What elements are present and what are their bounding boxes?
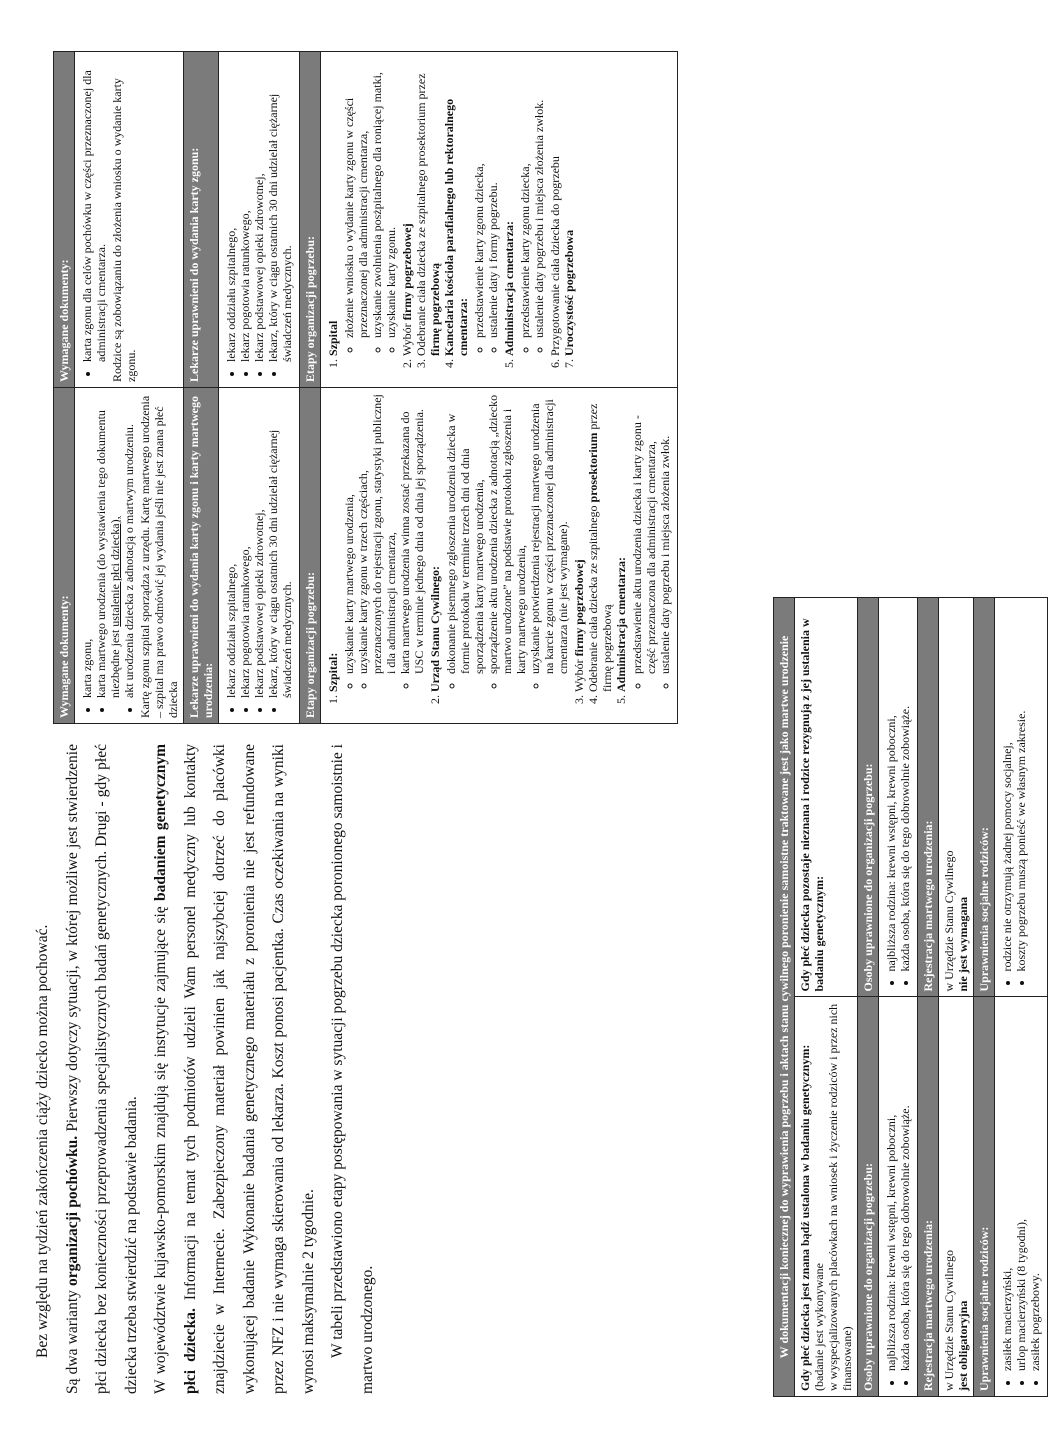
documents-cell: • karta zgonu, • karta martwego urodzenia (do wystawienia tego dokumentu niezbędne jest ustalenie płci dziecka), • akt urodzenia dziecka z adnotacją o martwym urodzeniu. Kartę zgonu szpital sporządza z urzędu. Kartę martwego urodzenia – szpital ma prawo odmówić jej wydania jeśli nie jest znana płeć dziecka [75,388,184,724]
unknown-sex-header: Gdy płeć dziecka pozostaje nieznana i rodzice rezygnują z jej ustalenia w badaniu genetycznym: [795,598,858,998]
section-header: Wymagane dokumenty: [54,52,75,388]
section-header: Lekarze uprawnieni do wydania karty zgonu i karty martwego urodzenia: [184,388,219,724]
list-cell: • zasiłek macierzyński, • urlop macierzyński (8 tygodni), • zasiłek pogrzebowy. [995,997,1048,1397]
paragraph-1: Bez względu na tydzień zakończenia ciąży dziecko można pochować. [34,924,51,1358]
paragraph-2: Są dwa warianty organizacji pochówku. Pierwszy dotyczy sytuacji, w której możliwe jest stwierdzenie płci dziecka bez konieczności przeprowadzenia specjalistycznych badań genetycznych. Drugi - gdy płeć dziecka trzeba stwierdzić na podstawie badania. [63,744,140,1394]
list-cell: • lekarz oddziału szpitalnego, • lekarz pogotowia ratunkowego, • lekarz podstawowej opieki zdrowotnej, • lekarz, który w ciągu ostatnich 30 dni udzielał ciężarnej świadczeń medycznych. [219,52,300,388]
section-header: Rejestracja martwego urodzenia: [918,598,939,998]
section-header: Lekarze uprawnieni do wydania karty zgonu: [184,52,219,388]
section-header: Wymagane dokumenty: [54,388,75,724]
section-header: Etapy organizacji pogrzebu: [300,52,321,388]
steps-cell: 1. Szpital: ◦ uzyskanie karty martwego urodzenia, ◦ uzyskanie karty zgonu w trzech częściach, przeznaczonych do rejestracji zgonu, statystyki publicznej i dla administracji cmentarza, ◦ karta martwego urodzenia winna zostać przekazana do USC w terminie jednego dnia od dnia jej sporządzenia. 2. Urząd Stanu Cywilnego: ◦ dokonanie pisemnego zgłoszenia urodzenia dziecka w formie protokołu w terminie trzech dni od dnia sporządzenia karty martwego urodzenia, ◦ sporządzenie aktu urodzenia dziecka z adnotacją „dziecko martwo urodzone” na podstawie protokołu zgłoszenia i karty martwego urodzenia, ◦ uzyskanie potwierdzenia rejestracji martwego urodzenia na karcie zgonu w części przeznaczonej dla administracji cmentarza (nie jest wymagane). 3. Wybór firmy pogrzebowej 4. Odebranie ciała dziecka ze szpitalnego prosektorium przez firmę pogrzebową 5. Administracja cmentarza: ◦ przedstawienie aktu urodzenia dziecka i karty zgonu - część przeznaczona dla administracji cmentarza, ◦ ustalenie daty pogrzebu i miejsca złożenia zwłok. [321,388,678,724]
paragraph-3: W województwie kujawsko-pomorskim znajdują się instytucje zajmujące się badaniem genetycznym płci dziecka. Informacji na temat tych podmiotów udzieli Wam personel medyczny lub kontakty znajdziecie w Internecie. Zabezpieczony materiał powinien jak najszybciej dotrzeć do placówki wykonującej badanie Wykonanie badania genetycznego materiału z poronienia nie jest refundowane przez NFZ i nie wymaga skierowania od lekarza. Koszt ponosi pacjentka. Czas oczekiwania na wyniki wynosi maksymalnie 2 tygodnie. [152,744,317,1394]
paragraph-4: W tabeli przedstawiono etapy postępowania w sytuacji pogrzebu dziecka poronionego samoistnie i martwo urodzonego. [329,744,376,1394]
list-cell: • najbliższa rodzina: krewni wstępni, krewni poboczni, • każda osoba, która się do tego dobrowolnie zobowiąże. [879,598,918,998]
section-header: Uprawnienia socjalne rodziców: [974,598,995,998]
pregnancy-loss-table [773,597,1048,1397]
section-header: Osoby uprawnione do organizacji pogrzebu: [858,598,879,998]
section-header: Rejestracja martwego urodzenia: [918,997,939,1397]
section-header: Osoby uprawnione do organizacji pogrzebu: [858,997,879,1397]
known-sex-header: Gdy płeć dziecka jest znana bądź ustalona w badaniu genetycznym: (badanie jest wykonywane w wyspecjalizowanych placówkach na wniosek i życzenie rodziców i przez nich finansowane) [795,997,858,1397]
intro-text [28,744,382,1394]
steps-cell: 1. Szpital ◦ złożenie wniosku o wydanie karty zgonu w części przeznaczonej dla administracji cmentarza, ◦ uzyskanie zwolnienia posżpitalnego dla roniącej matki, ◦ uzyskanie karty zgonu. 2. Wybór firmy pogrzebowej 3. Odebranie ciała dziecka ze szpitalnego prosektorium przez firmę pogrzebową 4. Kancelaria kościoła parafialnego lub rektoralnego cmentarza: ◦ przedstawienie karty zgonu dziecka, ◦ ustalenie daty i formy pogrzebu. 5. Administracja cmentarza: ◦ przedstawienie karty zgonu dziecka, ◦ ustalenie daty pogrzebu i miejsca złożenia zwłok. 6. Przygotowanie ciała dziecka do pogrzebu 7. Uroczystość pogrzebowa [321,52,678,388]
registration-cell: w Urzędzie Stanu Cywilnego nie jest wymagana [939,598,974,998]
list-cell: • rodzice nie otrzymują żadnej pomocy socjalnej, • koszty pogrzebu muszą ponieść we własnym zakresie. [995,598,1048,998]
list-cell: • lekarz oddziału szpitalnego, • lekarz pogotowia ratunkowego, • lekarz podstawowej opieki zdrowotnej, • lekarz, który w ciągu ostatnich 30 dni udzielał ciężarnej świadczeń medycznych. [219,388,300,724]
documents-cell: • karta zgonu dla celów pochówku w części przeznaczonej dla administracji cmentarza. Rodzice są zobowiązaniu do złożenia wniosku o wydanie karty zgonu. [75,52,184,388]
table-title: W dokumentacji koniecznej do wyprawienia pogrzebu i aktach stanu cywilnego poronienie samoistne traktowane jest jako martwe urodzenie [774,598,795,1397]
list-cell: • najbliższa rodzina: krewni wstępni, krewni poboczni, • każda osoba, która się do tego dobrowolnie zobowiąże. [879,997,918,1397]
registration-cell: w Urzędzie Stanu Cywilnego jest obligatoryjna [939,997,974,1397]
section-header: Uprawnienia socjalne rodziców: [974,997,995,1397]
section-header: Etapy organizacji pogrzebu: [300,388,321,724]
procedures-table [53,51,678,724]
